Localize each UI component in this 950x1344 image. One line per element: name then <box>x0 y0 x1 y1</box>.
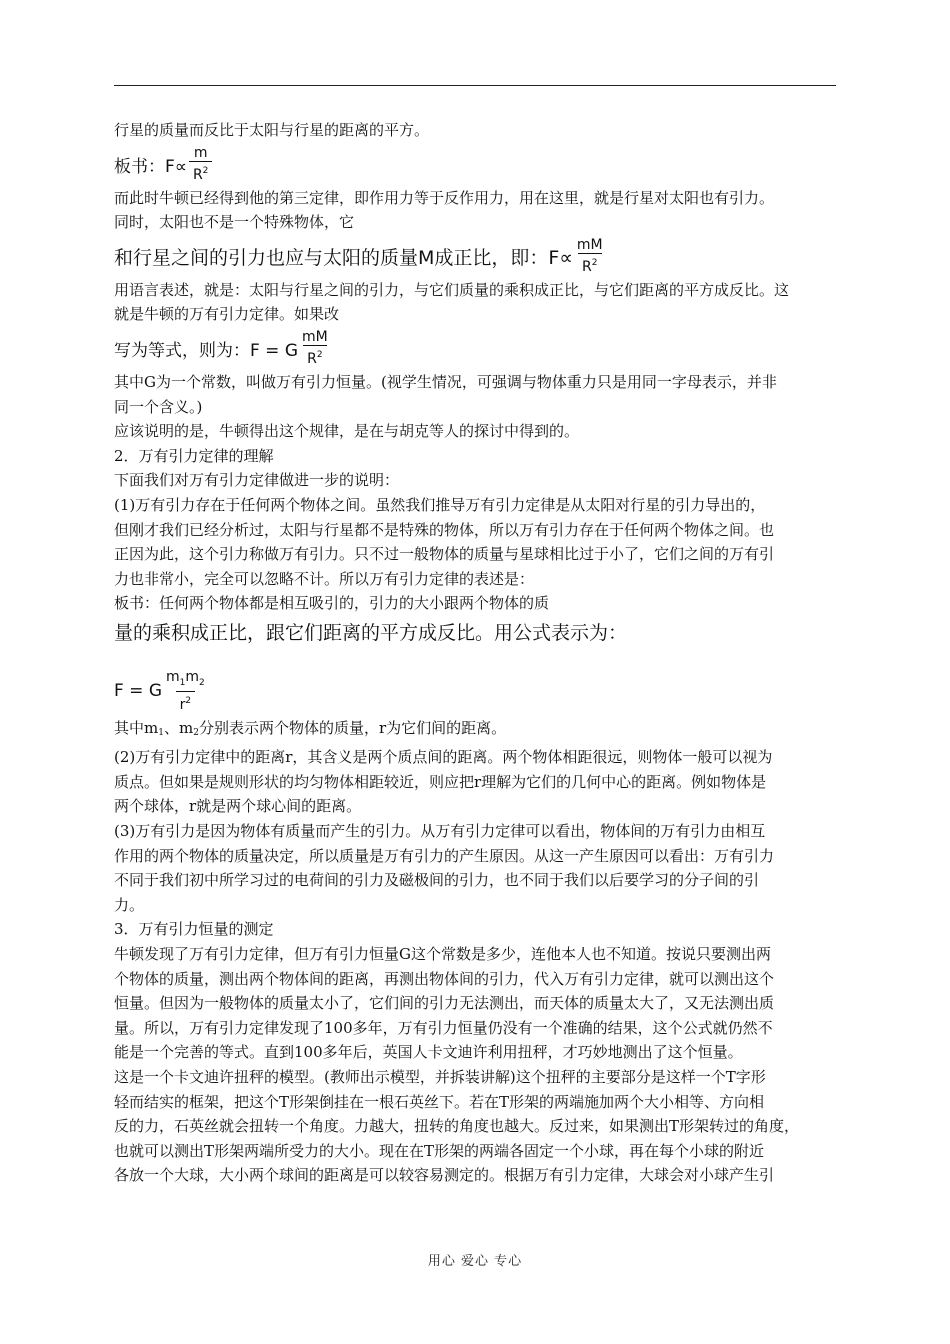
paragraph-line: 也就可以测出T形架两端所受力的大小。现在在T形架的两端各固定一个小球，再在每个小球的附近 <box>114 1141 765 1160</box>
paragraph-line: 轻而结实的框架，把这个T形架倒挂在一根石英丝下。若在T形架的两端施加两个大小相等、方向相 <box>114 1092 765 1111</box>
fraction-denominator: $R^2$ <box>303 345 326 368</box>
formula-equation-1 <box>114 329 844 368</box>
formula-statement-line <box>114 618 844 645</box>
formula-prefix: F = G <box>114 681 163 702</box>
formula-prefix: 写为等式，则为：F = G <box>114 340 299 361</box>
fraction-denominator: $R^2$ <box>578 253 601 276</box>
section-heading: 3．万有引力恒量的测定 <box>114 920 274 939</box>
paragraph-line: 正因为此，这个引力称做万有引力。只不过一般物体的质量与星球相比过于小了，它们之间的万有引 <box>114 545 775 564</box>
formula-prefix: 板书：F∝ <box>114 156 187 177</box>
fraction-denominator: $R^2$ <box>189 161 212 184</box>
paragraph-line: 同一个含义。) <box>114 397 203 416</box>
paragraph-line: 同时，太阳也不是一个特殊物体，它 <box>114 213 355 232</box>
paragraph-line: 行星的质量而反比于太阳与行星的距离的平方。 <box>114 121 430 139</box>
document-body <box>114 118 844 1188</box>
header-rule <box>114 85 836 86</box>
paragraph-line: 其中$m_1$、$m_2$分别表示两个物体的质量，r为它们间的距离。 <box>114 718 507 738</box>
paragraph-line: 力也非常小，完全可以忽略不计。所以万有引力定律的表述是： <box>114 569 535 588</box>
paragraph-line: 各放一个大球，大小两个球间的距离是可以较容易测定的。根据万有引力定律，大球会对小球产生引 <box>114 1166 775 1185</box>
paragraph-line: 两个球体，r就是两个球心间的距离。 <box>114 797 362 816</box>
paragraph-line: 这是一个卡文迪许扭秤的模型。(教师出示模型，并拆装讲解)这个扭秤的主要部分是这样一个T字形 <box>114 1068 766 1087</box>
paragraph-line: 量。所以，万有引力定律发现了100多年，万有引力恒量仍没有一个准确的结果，这个公式就仍然不 <box>114 1018 773 1037</box>
formula-prefix: 和行星之间的引力也应与太阳的质量M成正比，即：F∝ <box>114 246 573 269</box>
formula-gravitation <box>114 669 844 714</box>
fraction-numerator: m <box>193 144 208 161</box>
paragraph-line: 板书：任何两个物体都是相互吸引的，引力的大小跟两个物体的质 <box>114 594 550 613</box>
spacer <box>114 647 844 667</box>
paragraph-line: (2)万有引力定律中的距离r，其含义是两个质点间的距离。两个物体相距很远，则物体一般可以视为 <box>114 748 773 767</box>
paragraph-line: 不同于我们初中所学习过的电荷间的引力及磁极间的引力，也不同于我们以后要学习的分子间的引 <box>114 871 760 890</box>
statement-text: 量的乘积成正比，跟它们距离的平方成反比。用公式表示为： <box>114 621 628 644</box>
paragraph-line: 力。 <box>114 895 145 914</box>
paragraph-line: 质点。但如果是规则形状的均匀物体相距较近，则应把r理解为它们的几何中心的距离。例如物体是 <box>114 772 767 791</box>
formula-proportional-2 <box>114 237 844 276</box>
section-heading: 2．万有引力定律的理解 <box>114 446 274 465</box>
fraction <box>300 329 330 368</box>
paragraph-line: 牛顿发现了万有引力定律，但万有引力恒量G这个常数是多少，连他本人也不知道。按说只要测出两 <box>114 945 771 964</box>
paragraph-line: 而此时牛顿已经得到他的第三定律，即作用力等于反作用力，用在这里，就是行星对太阳也有引力。 <box>114 188 775 207</box>
fraction <box>575 237 605 276</box>
fraction-numerator: mM <box>302 328 328 345</box>
paragraph-line: 就是牛顿的万有引力定律。如果改 <box>114 305 340 324</box>
paragraph-line: 但刚才我们已经分析过，太阳与行星都不是特殊的物体，所以万有引力存在于任何两个物体之间。也 <box>114 520 775 539</box>
paragraph-line: (3)万有引力是因为物体有质量而产生的引力。从万有引力定律可以看出，物体间的万有引力由相互 <box>114 822 766 841</box>
paragraph-line: 恒量。但因为一般物体的质量太小了，它们间的引力无法测出，而天体的质量太大了，又无法测出质 <box>114 994 775 1013</box>
paragraph-line: 反的力，石英丝就会扭转一个角度。力越大，扭转的角度也越大。反过来，如果测出T形架转过的角度， <box>114 1117 800 1136</box>
paragraph-line: 用语言表述，就是：太阳与行星之间的引力，与它们质量的乘积成正比，与它们距离的平方成反比。这 <box>114 280 790 299</box>
fraction-numerator: mM <box>576 236 603 253</box>
formula-proportional-1 <box>114 145 844 184</box>
fraction <box>189 145 212 184</box>
paragraph-line: 能是一个完善的等式。直到100多年后，英国人卡文迪许利用扭秤，才巧妙地测出了这个恒量。 <box>114 1043 743 1062</box>
page-footer: 用心 爱心 专心 <box>427 1254 523 1269</box>
paragraph-line: 下面我们对万有引力定律做进一步的说明： <box>114 471 400 490</box>
fraction-denominator: $r^2$ <box>176 691 196 714</box>
paragraph-line: 其中G为一个常数，叫做万有引力恒量。(视学生情况，可强调与物体重力只是用同一字母表示，并非 <box>114 372 777 391</box>
paragraph-line: (1)万有引力存在于任何两个物体之间。虽然我们推导万有引力定律是从太阳对行星的引力导出的， <box>114 495 766 514</box>
paragraph-line: 应该说明的是，牛顿得出这个规律，是在与胡克等人的探讨中得到的。 <box>114 422 580 441</box>
fraction <box>164 669 207 714</box>
paragraph-line: 个物体的质量，测出两个物体间的距离，再测出物体间的引力，代入万有引力定律，就可以测出这个 <box>114 969 775 988</box>
paragraph-line: 作用的两个物体的质量决定，所以质量是万有引力的产生原因。从这一产生原因可以看出：万有引力 <box>114 846 775 865</box>
fraction-numerator: $m_1m_2$ <box>166 668 205 688</box>
